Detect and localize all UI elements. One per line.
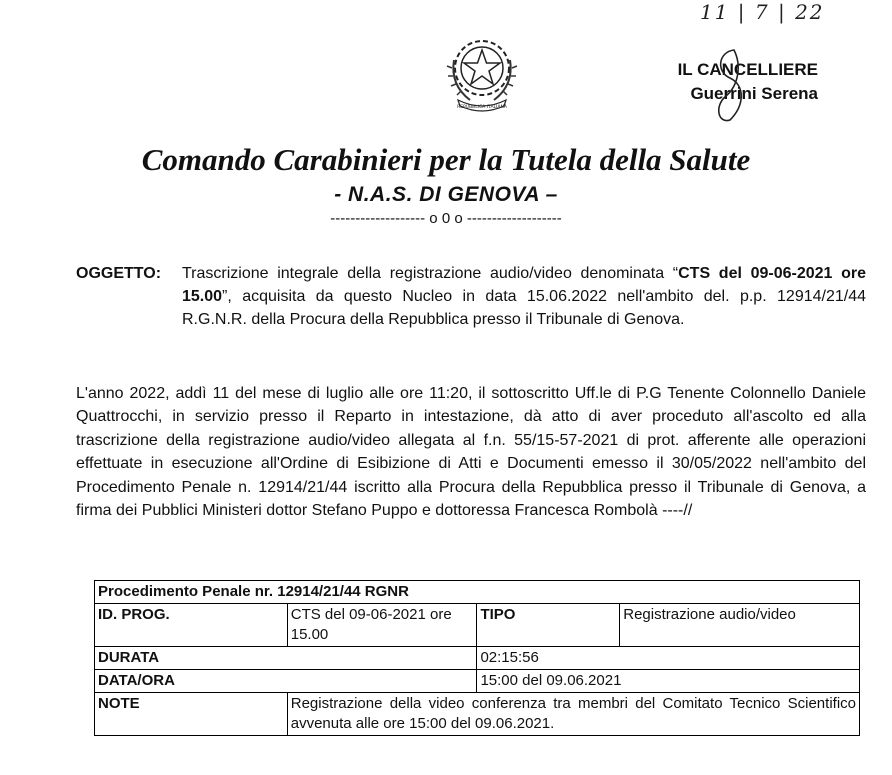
note-label: NOTE	[95, 693, 288, 736]
table-row	[95, 670, 860, 693]
table-row	[95, 647, 860, 670]
table-header: Procedimento Penale nr. 12914/21/44 RGNR	[95, 581, 860, 604]
table-row	[95, 604, 860, 647]
id-prog-value: CTS del 09-06-2021 ore 15.00	[287, 604, 477, 647]
document-subtitle: - N.A.S. DI GENOVA –	[334, 183, 558, 206]
dataora-value: 15:00 del 09.06.2021	[477, 670, 860, 693]
note-value: Registrazione della video conferenza tra membri del Comitato Tecnico Scientifico avvenuta alle ore 15:00 del 09.06.2021.	[287, 693, 859, 736]
durata-value: 02:15:56	[477, 647, 860, 670]
dataora-label: DATA/ORA	[95, 670, 477, 693]
procedure-table	[94, 580, 860, 736]
table-row	[95, 693, 860, 736]
durata-label: DURATA	[95, 647, 477, 670]
table-row	[95, 581, 860, 604]
document-title: Comando Carabinieri per la Tutela della Salute	[141, 142, 751, 177]
oggetto-bold: CTS del 09-06-2021 ore 15.00	[182, 265, 866, 305]
tipo-value: Registrazione audio/video	[620, 604, 860, 647]
oggetto-label: OGGETTO:	[76, 265, 162, 282]
handwritten-date: 11 | 7 | 22	[700, 0, 825, 24]
signature-scribble	[708, 46, 754, 126]
italian-republic-emblem	[440, 30, 524, 114]
emblem-caption: REPUBBLICA ITALIANA	[457, 105, 507, 110]
cancelliere-block	[648, 58, 818, 106]
tipo-label: TIPO	[477, 604, 620, 647]
oggetto-section	[76, 262, 866, 331]
separator: ------------------- o 0 o -------------------	[330, 210, 562, 227]
cancelliere-title: IL CANCELLIERE	[677, 60, 818, 79]
body-paragraph: L'anno 2022, addì 11 del mese di luglio alle ore 11:20, il sottoscritto Uff.le di P.G Tenente Colonnello Daniele Quattrocchi, in servizio presso il Reparto in intestazione, dà atto di aver proceduto all'ascolto ed alla trascrizione della registrazione audio/video allegata al f.n. 55/15-57-2021 di prot. afferente alle operazioni effettuate in esecuzione all'Ordine di Esibizione di Atti e Documenti emesso il 30/05/2022 nell'ambito del Procedimento Penale n. 12914/21/44 iscritto alla Procura della Repubblica presso il Tribunale di Genova, a firma dei Pubblici Ministeri dottor Stefano Puppo e dottoressa Francesca Rombolà ----//	[76, 385, 866, 520]
id-prog-label: ID. PROG.	[95, 604, 288, 647]
cancelliere-name: Guerrini Serena	[690, 84, 818, 103]
oggetto-text: Trascrizione integrale della registrazione audio/video denominata “CTS del 09-06-2021 ore 15.00”, acquisita da questo Nucleo in data 15.06.2022 nell'ambito del. p.p. 12914/21/44 R.G.N.R. della Procura della Repubblica presso il Tribunale di Genova.	[182, 265, 866, 328]
